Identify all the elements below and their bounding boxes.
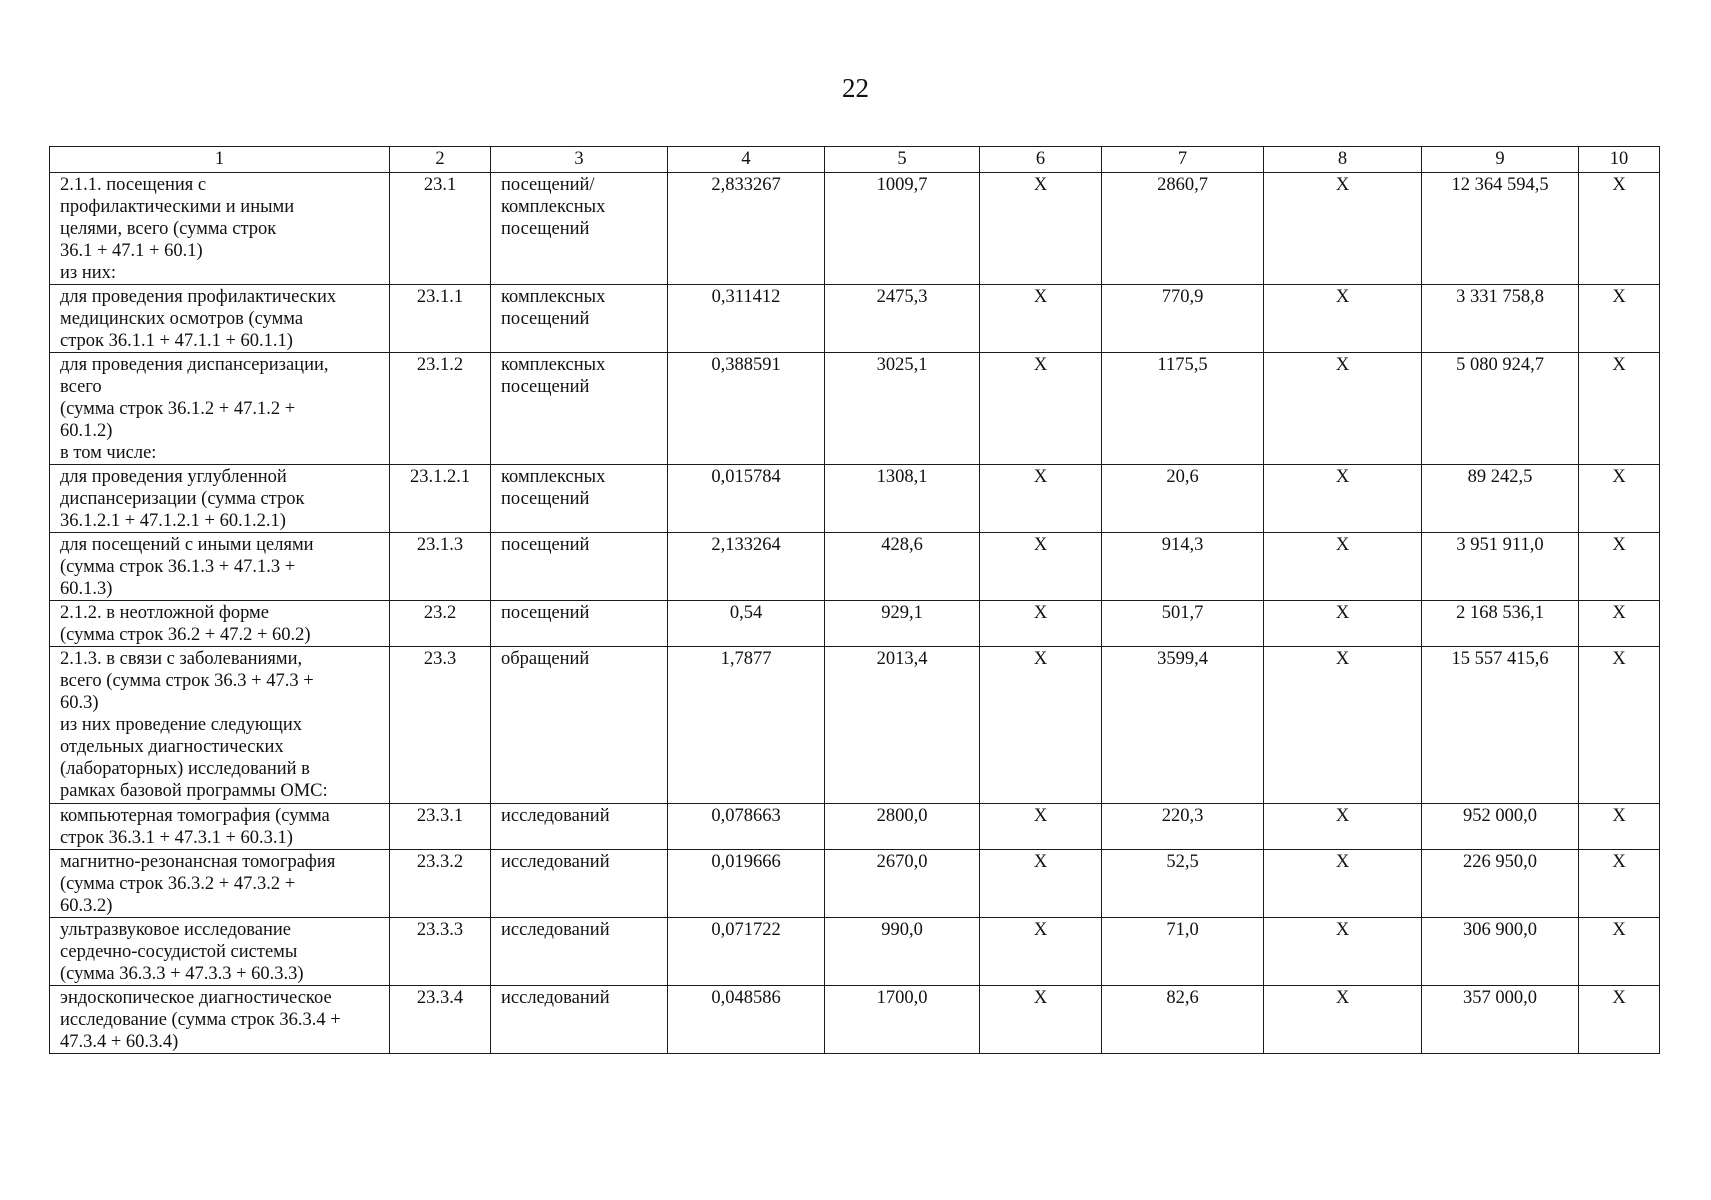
row-unit-cell: комплексных посещений — [491, 353, 668, 465]
column-header: 6 — [980, 147, 1102, 173]
column-header: 8 — [1264, 147, 1422, 173]
row-col10-cell: X — [1579, 804, 1660, 850]
row-col9-cell: 3 951 911,0 — [1422, 533, 1579, 601]
row-col5-cell: 1700,0 — [825, 986, 980, 1054]
table-row — [50, 173, 1660, 285]
row-col4-cell: 2,833267 — [668, 173, 825, 285]
row-col10-cell: X — [1579, 918, 1660, 986]
row-col7-cell: 2860,7 — [1102, 173, 1264, 285]
row-col7-cell: 1175,5 — [1102, 353, 1264, 465]
table-row — [50, 601, 1660, 647]
row-col9-cell: 3 331 758,8 — [1422, 285, 1579, 353]
row-col10-cell: X — [1579, 353, 1660, 465]
row-col7-cell: 914,3 — [1102, 533, 1264, 601]
row-col10-cell: X — [1579, 601, 1660, 647]
row-col9-cell: 2 168 536,1 — [1422, 601, 1579, 647]
row-col6-cell: X — [980, 647, 1102, 804]
row-col5-cell: 2670,0 — [825, 850, 980, 918]
table-row — [50, 850, 1660, 918]
row-col4-cell: 0,078663 — [668, 804, 825, 850]
column-header: 10 — [1579, 147, 1660, 173]
row-col8-cell: X — [1264, 986, 1422, 1054]
row-col6-cell: X — [980, 986, 1102, 1054]
row-col10-cell: X — [1579, 850, 1660, 918]
row-col7-cell: 82,6 — [1102, 986, 1264, 1054]
row-col5-cell: 929,1 — [825, 601, 980, 647]
row-col4-cell: 0,388591 — [668, 353, 825, 465]
row-col9-cell: 357 000,0 — [1422, 986, 1579, 1054]
row-name-cell: ультразвуковое исследование сердечно-сосудистой системы (сумма 36.3.3 + 47.3.3 + 60.3.3) — [50, 918, 390, 986]
row-unit-cell: посещений/ комплексных посещений — [491, 173, 668, 285]
row-unit-cell: исследований — [491, 850, 668, 918]
row-unit-cell: обращений — [491, 647, 668, 804]
row-unit-cell: комплексных посещений — [491, 465, 668, 533]
row-col5-cell: 1009,7 — [825, 173, 980, 285]
page-number: 22 — [842, 73, 869, 103]
table-row — [50, 647, 1660, 804]
row-col7-cell: 71,0 — [1102, 918, 1264, 986]
column-header: 2 — [390, 147, 491, 173]
row-col5-cell: 2800,0 — [825, 804, 980, 850]
row-col6-cell: X — [980, 533, 1102, 601]
row-col8-cell: X — [1264, 918, 1422, 986]
row-name-cell: магнитно-резонансная томография (сумма строк 36.3.2 + 47.3.2 + 60.3.2) — [50, 850, 390, 918]
row-code-cell: 23.1 — [390, 173, 491, 285]
row-col9-cell: 15 557 415,6 — [1422, 647, 1579, 804]
row-col4-cell: 0,015784 — [668, 465, 825, 533]
row-col9-cell: 5 080 924,7 — [1422, 353, 1579, 465]
row-name-cell: 2.1.3. в связи с заболеваниями, всего (сумма строк 36.3 + 47.3 + 60.3) из них проведение следующих отдельных диагностических (лабораторных) исследований в рамках базовой программы ОМС: — [50, 647, 390, 804]
row-unit-cell: исследований — [491, 804, 668, 850]
row-col4-cell: 2,133264 — [668, 533, 825, 601]
row-col8-cell: X — [1264, 601, 1422, 647]
row-col7-cell: 770,9 — [1102, 285, 1264, 353]
row-col6-cell: X — [980, 804, 1102, 850]
row-col6-cell: X — [980, 173, 1102, 285]
row-col5-cell: 3025,1 — [825, 353, 980, 465]
row-unit-cell: исследований — [491, 986, 668, 1054]
row-col5-cell: 990,0 — [825, 918, 980, 986]
table-header — [50, 147, 1660, 173]
row-col9-cell: 226 950,0 — [1422, 850, 1579, 918]
row-col6-cell: X — [980, 918, 1102, 986]
row-col7-cell: 501,7 — [1102, 601, 1264, 647]
column-header: 5 — [825, 147, 980, 173]
row-code-cell: 23.3 — [390, 647, 491, 804]
row-code-cell: 23.2 — [390, 601, 491, 647]
row-col4-cell: 0,311412 — [668, 285, 825, 353]
column-header: 4 — [668, 147, 825, 173]
table-row — [50, 918, 1660, 986]
row-col8-cell: X — [1264, 804, 1422, 850]
row-name-cell: для посещений с иными целями (сумма строк 36.1.3 + 47.1.3 + 60.1.3) — [50, 533, 390, 601]
row-name-cell: 2.1.2. в неотложной форме (сумма строк 36.2 + 47.2 + 60.2) — [50, 601, 390, 647]
row-col4-cell: 0,071722 — [668, 918, 825, 986]
row-name-cell: для проведения диспансеризации, всего (сумма строк 36.1.2 + 47.1.2 + 60.1.2) в том числе: — [50, 353, 390, 465]
table-row — [50, 804, 1660, 850]
row-col4-cell: 0,54 — [668, 601, 825, 647]
column-header: 1 — [50, 147, 390, 173]
row-code-cell: 23.1.2 — [390, 353, 491, 465]
row-code-cell: 23.3.3 — [390, 918, 491, 986]
row-col8-cell: X — [1264, 285, 1422, 353]
row-col9-cell: 89 242,5 — [1422, 465, 1579, 533]
row-col8-cell: X — [1264, 465, 1422, 533]
row-name-cell: для проведения профилактических медицинских осмотров (сумма строк 36.1.1 + 47.1.1 + 60.1.1) — [50, 285, 390, 353]
row-unit-cell: комплексных посещений — [491, 285, 668, 353]
table-row — [50, 285, 1660, 353]
row-unit-cell: посещений — [491, 601, 668, 647]
row-col9-cell: 306 900,0 — [1422, 918, 1579, 986]
row-col6-cell: X — [980, 850, 1102, 918]
row-col4-cell: 0,048586 — [668, 986, 825, 1054]
row-code-cell: 23.3.4 — [390, 986, 491, 1054]
table-row — [50, 533, 1660, 601]
row-col10-cell: X — [1579, 173, 1660, 285]
row-col6-cell: X — [980, 285, 1102, 353]
table-body — [50, 173, 1660, 1054]
row-code-cell: 23.3.2 — [390, 850, 491, 918]
row-code-cell: 23.1.3 — [390, 533, 491, 601]
row-col9-cell: 12 364 594,5 — [1422, 173, 1579, 285]
row-col5-cell: 2013,4 — [825, 647, 980, 804]
row-col6-cell: X — [980, 465, 1102, 533]
row-unit-cell: посещений — [491, 533, 668, 601]
row-col7-cell: 3599,4 — [1102, 647, 1264, 804]
row-col4-cell: 1,7877 — [668, 647, 825, 804]
row-name-cell: 2.1.1. посещения с профилактическими и иными целями, всего (сумма строк 36.1 + 47.1 + 60.1) из них: — [50, 173, 390, 285]
row-col5-cell: 428,6 — [825, 533, 980, 601]
table-row — [50, 353, 1660, 465]
table-row — [50, 465, 1660, 533]
row-col7-cell: 220,3 — [1102, 804, 1264, 850]
row-code-cell: 23.3.1 — [390, 804, 491, 850]
row-col8-cell: X — [1264, 353, 1422, 465]
row-col7-cell: 20,6 — [1102, 465, 1264, 533]
column-header: 3 — [491, 147, 668, 173]
header-row — [50, 147, 1660, 173]
row-name-cell: для проведения углубленной диспансеризации (сумма строк 36.1.2.1 + 47.1.2.1 + 60.1.2.1) — [50, 465, 390, 533]
row-col5-cell: 2475,3 — [825, 285, 980, 353]
row-col10-cell: X — [1579, 647, 1660, 804]
row-col8-cell: X — [1264, 173, 1422, 285]
row-unit-cell: исследований — [491, 918, 668, 986]
row-code-cell: 23.1.2.1 — [390, 465, 491, 533]
row-col8-cell: X — [1264, 850, 1422, 918]
data-table — [49, 146, 1660, 1054]
row-col5-cell: 1308,1 — [825, 465, 980, 533]
column-header: 9 — [1422, 147, 1579, 173]
row-col10-cell: X — [1579, 465, 1660, 533]
row-name-cell: компьютерная томография (сумма строк 36.3.1 + 47.3.1 + 60.3.1) — [50, 804, 390, 850]
row-col10-cell: X — [1579, 986, 1660, 1054]
row-col8-cell: X — [1264, 647, 1422, 804]
row-col7-cell: 52,5 — [1102, 850, 1264, 918]
row-col4-cell: 0,019666 — [668, 850, 825, 918]
table-row — [50, 986, 1660, 1054]
row-col6-cell: X — [980, 353, 1102, 465]
row-col10-cell: X — [1579, 285, 1660, 353]
column-header: 7 — [1102, 147, 1264, 173]
row-code-cell: 23.1.1 — [390, 285, 491, 353]
row-col9-cell: 952 000,0 — [1422, 804, 1579, 850]
row-name-cell: эндоскопическое диагностическое исследование (сумма строк 36.3.4 + 47.3.4 + 60.3.4) — [50, 986, 390, 1054]
row-col6-cell: X — [980, 601, 1102, 647]
row-col8-cell: X — [1264, 533, 1422, 601]
row-col10-cell: X — [1579, 533, 1660, 601]
